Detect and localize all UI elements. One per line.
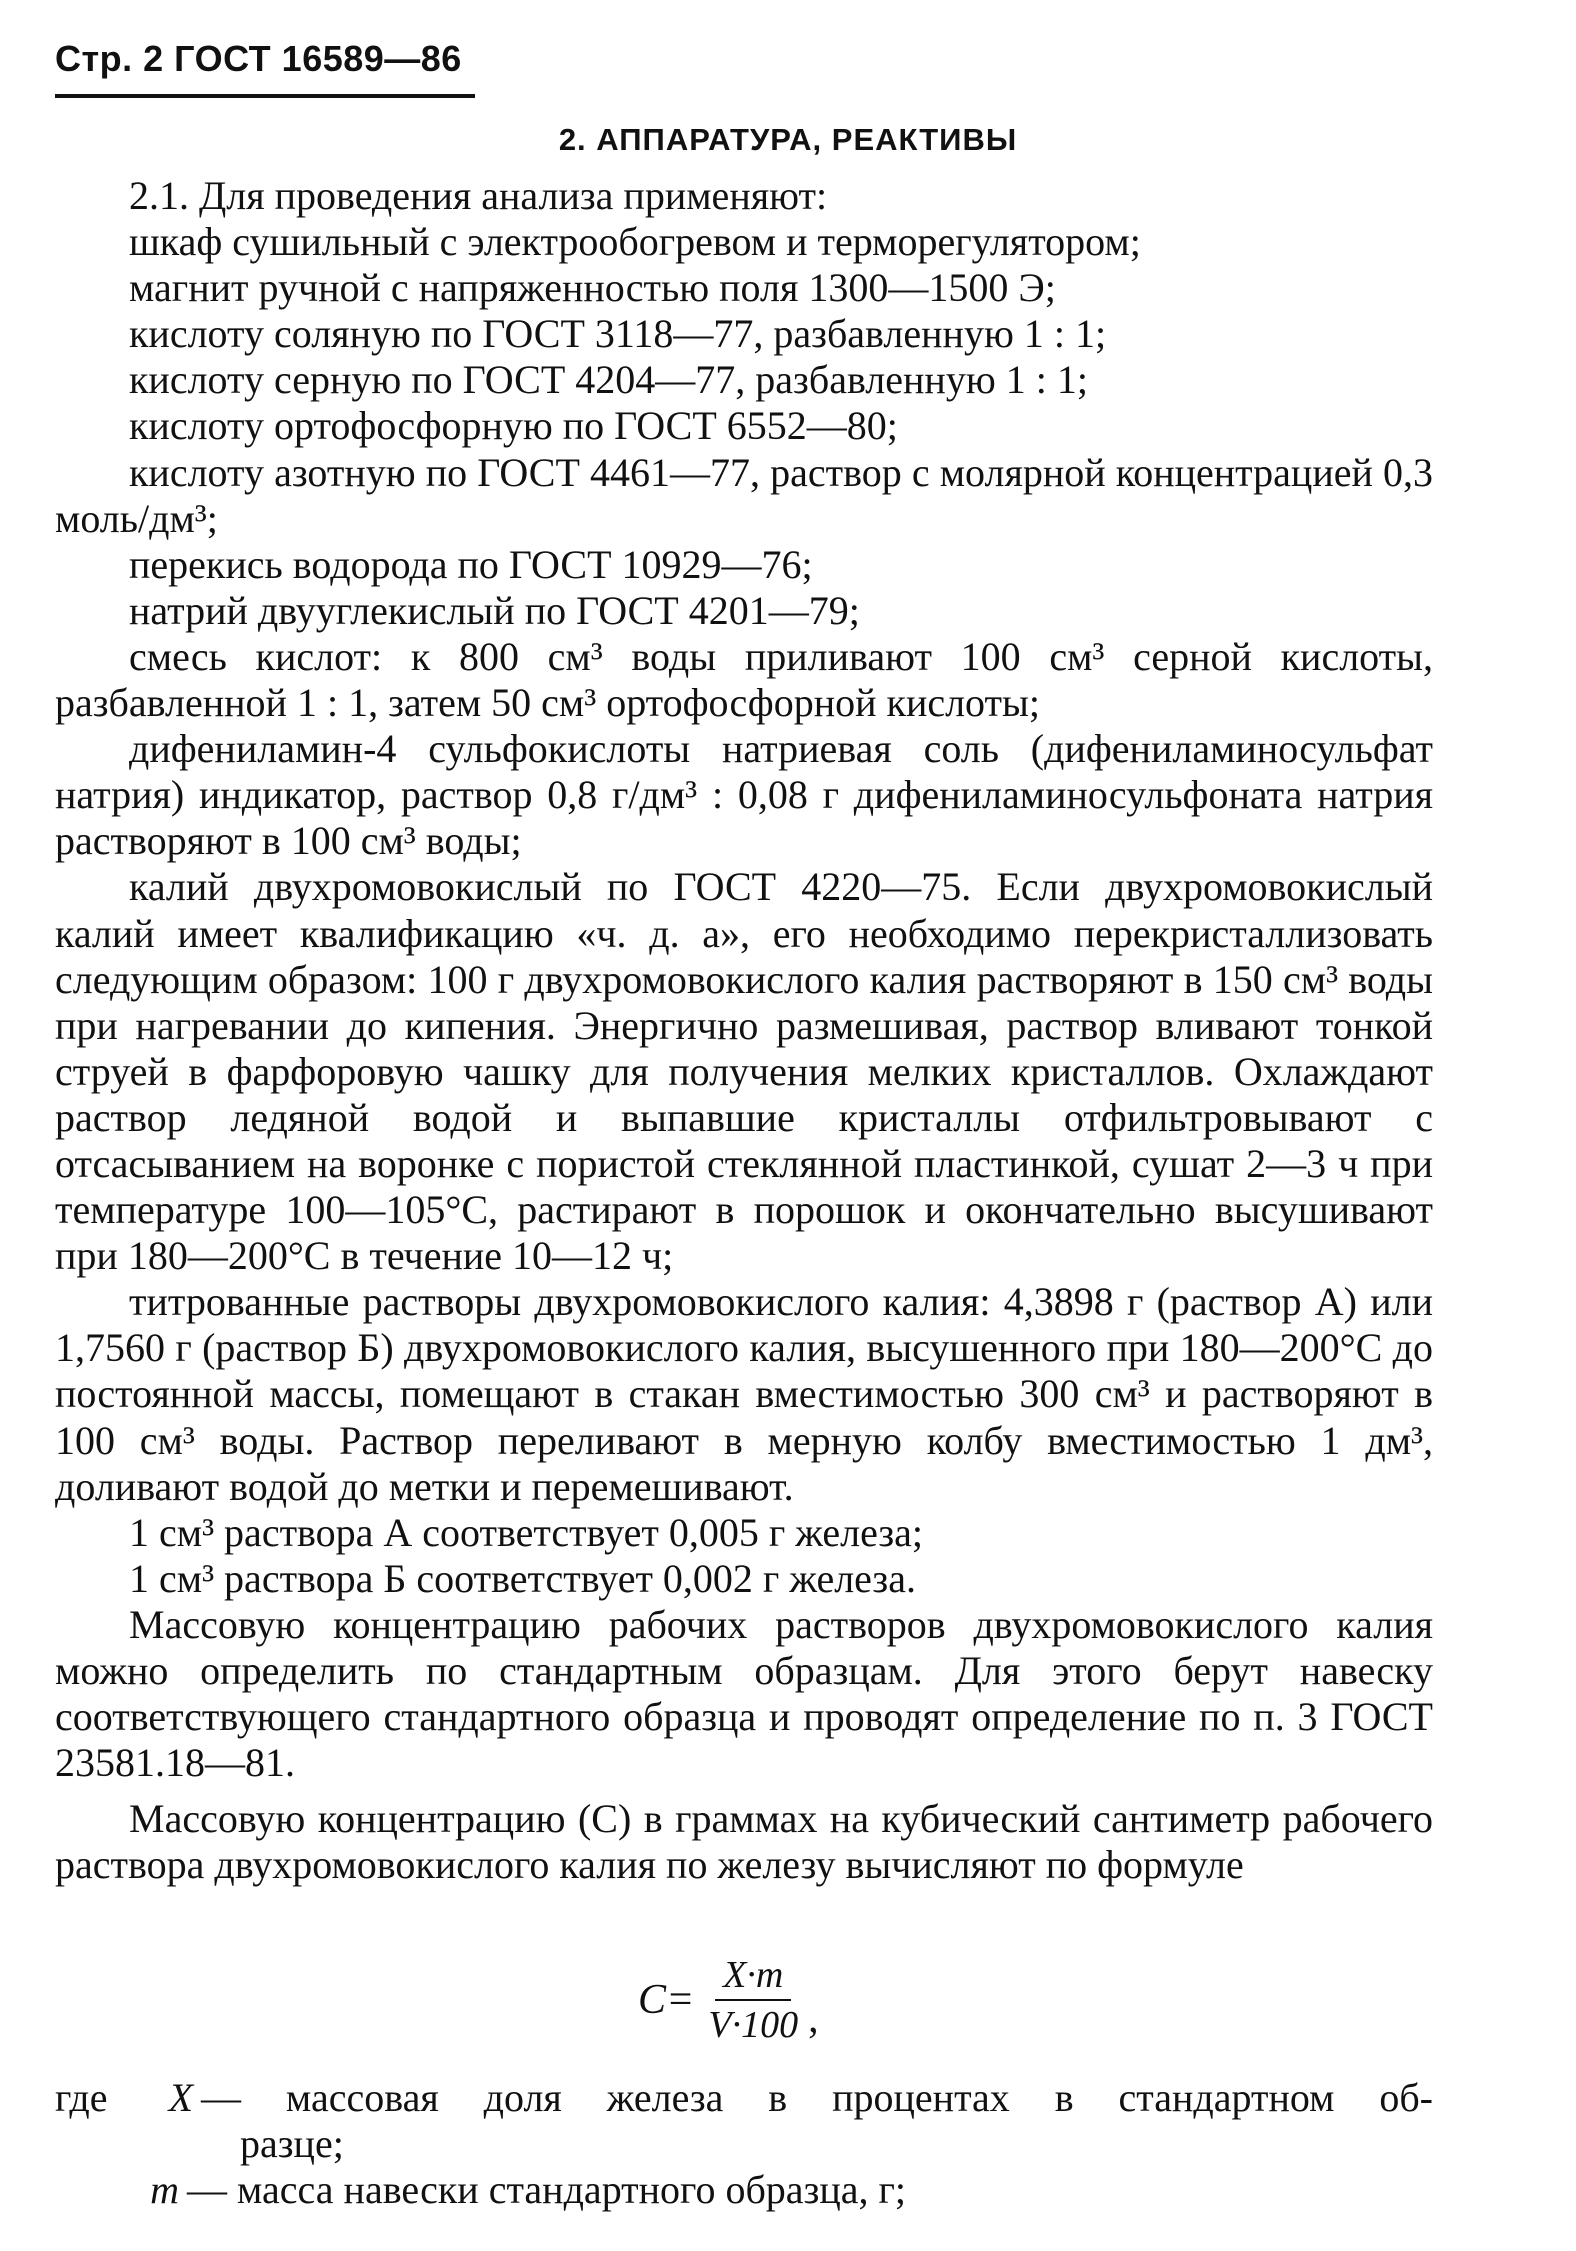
- list-item: магнит ручной с напряженностью поля 1300—1500 Э;: [129, 265, 1056, 311]
- list-item: дифениламин-4 сульфокислоты натриевая соль (дифениламиносульфат натрия) индикатор, раствор 0,8 г/дм³ : 0,08 г дифениламиносульфоната натрия растворяют в 100 см³ воды;: [55, 726, 1433, 864]
- formula-comma: ,: [808, 1996, 819, 2042]
- paragraph: Массовую концентрацию (С) в граммах на кубический сантиметр рабочего раствора двухромовокислого калия по железу вычисляют по формуле: [55, 1796, 1433, 1888]
- list-item: 1 см³ раствора А соответствует 0,005 г железа;: [129, 1509, 923, 1555]
- definition-symbol: m: [150, 2167, 179, 2212]
- list-item: натрий двууглекислый по ГОСТ 4201—79;: [129, 587, 860, 633]
- section-title: 2. АППАРАТУРА, РЕАКТИВЫ: [558, 122, 1018, 157]
- formula-denominator: V·100: [708, 2004, 799, 2046]
- definition-row: [55, 2167, 1433, 2213]
- list-item: кислоту ортофосфорную по ГОСТ 6552—80;: [129, 403, 898, 449]
- definition-continuation: разце;: [240, 2121, 344, 2166]
- formula: [638, 1953, 819, 2047]
- definitions-lead: где: [55, 2075, 108, 2120]
- list-item: шкаф сушильный с электрообогревом и терморегулятором;: [129, 219, 1141, 265]
- definition-text: [201, 2075, 1433, 2121]
- formula-lhs: C=: [638, 1977, 695, 2023]
- definition-row: [55, 2075, 1433, 2121]
- page-header: Стр. 2 ГОСТ 16589—86: [55, 38, 462, 79]
- list-item: кислоту серную по ГОСТ 4204—77, разбавленную 1 : 1;: [129, 357, 1088, 403]
- list-item: 1 см³ раствора Б соответствует 0,002 г железа.: [129, 1555, 916, 1601]
- definition-text: — масса навески стандартного образца, г;: [187, 2167, 907, 2212]
- list-item: кислоту соляную по ГОСТ 3118—77, разбавленную 1 : 1;: [129, 311, 1107, 357]
- formula-fraction: [700, 1953, 806, 2047]
- definition-text-line: — массовая доля железа в процентах в стандартном об-: [201, 2075, 1433, 2120]
- list-item: кислоту азотную по ГОСТ 4461—77, раствор с молярной концентрацией 0,3 моль/дм³;: [55, 449, 1433, 541]
- definition-symbol: X: [168, 2075, 193, 2120]
- header-rule: [55, 94, 475, 98]
- list-item: титрованные растворы двухромовокислого калия: 4,3898 г (раствор А) или 1,7560 г (раствор Б) двухромовокислого калия, высушенного при 180—200°С до постоянной массы, помещают в стакан вместимостью 300 см³ и растворяют в 100 см³ воды. Раствор переливают в мерную колбу вместимостью 1 дм³, доливают водой до метки и перемешивают.: [55, 1279, 1433, 1509]
- body-text: [55, 173, 1433, 1888]
- formula-numerator: X·m: [715, 1953, 791, 2001]
- list-item: смесь кислот: к 800 см³ воды приливают 100 см³ серной кислоты, разбавленной 1 : 1, затем 50 см³ ортофосфорной кислоты;: [55, 633, 1433, 726]
- list-item: калий двухромовокислый по ГОСТ 4220—75. Если двухромовокислый калий имеет квалификацию «ч. д. а», его необходимо перекристаллизовать следующим образом: 100 г двухромовокислого калия растворяют в 150 см³ воды при нагревании до кипения. Энергично размешивая, раствор вливают тонкой струей в фарфоровую чашку для получения мелких кристаллов. Охлаждают раствор ледяной водой и выпавшие кристаллы отфильтровывают с отсасыванием на воронке с пористой стеклянной пластинкой, сушат 2—3 ч при температуре 100—105°С, растирают в порошок и окончательно высушивают при 180—200°С в течение 10—12 ч;: [55, 864, 1433, 1279]
- paragraph: Массовую концентрацию рабочих растворов двухромовокислого калия можно определить по стандартным образцам. Для этого берут навеску соответствующего стандартного образца и проводят определение по п. 3 ГОСТ 23581.18—81.: [55, 1601, 1433, 1786]
- paragraph-intro: 2.1. Для проведения анализа применяют:: [129, 173, 828, 218]
- list-item: перекись водорода по ГОСТ 10929—76;: [129, 541, 813, 587]
- variable-definitions: [55, 2075, 1433, 2213]
